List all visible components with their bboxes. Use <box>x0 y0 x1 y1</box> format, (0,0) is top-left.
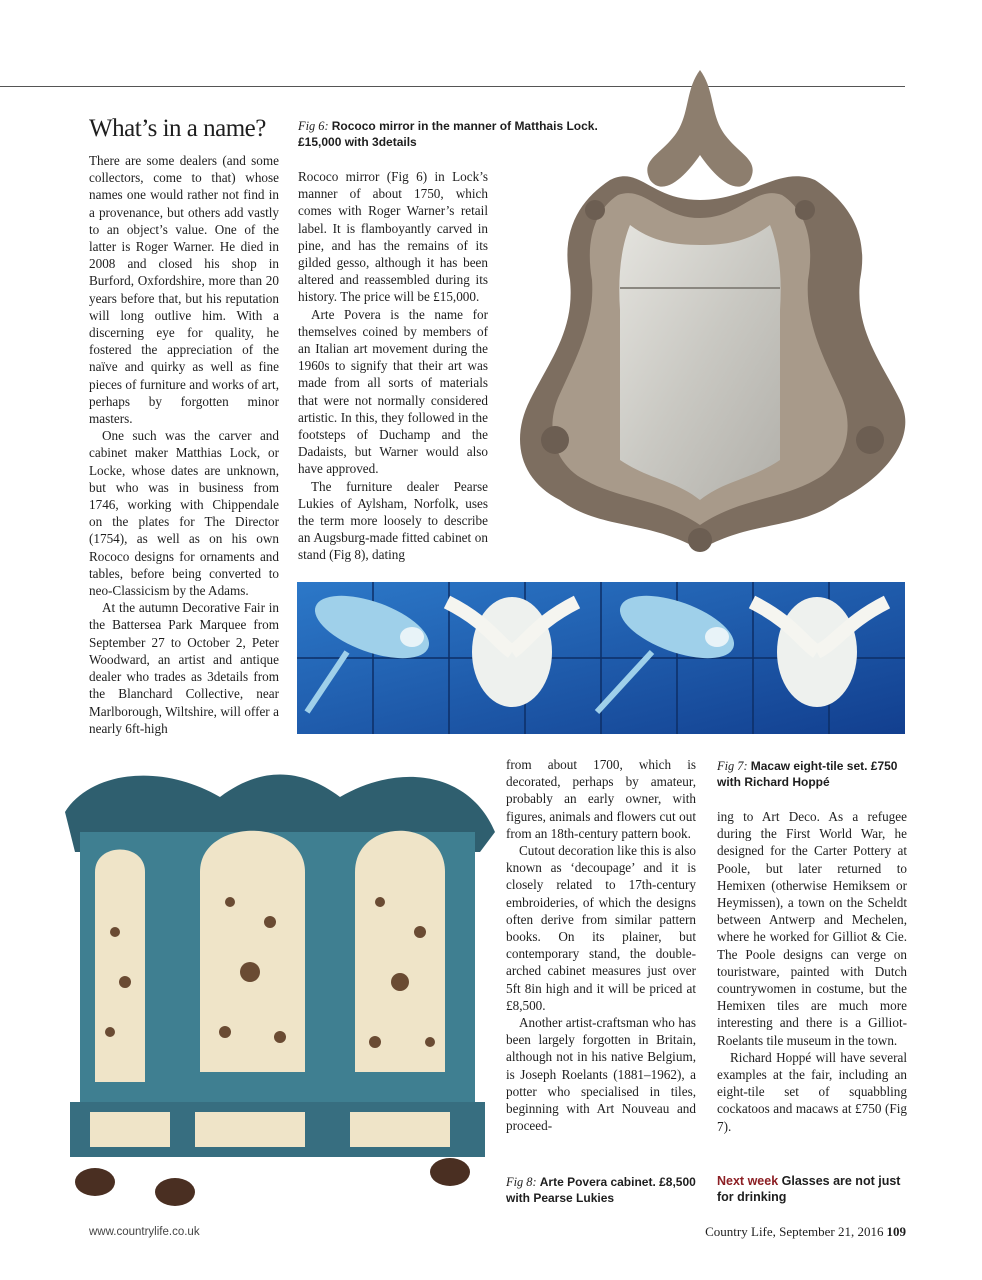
arte-povera-cabinet-image <box>50 762 500 1212</box>
page-number: 109 <box>886 1224 906 1239</box>
paragraph: Cutout decoration like this is also known as ‘decoupage’ and it is closely related to 17th-century embroideries, of which the designs often derive from similar pattern books. On its plainer, but contemporary stand, the double-arched cabinet measures just over 5ft 8in high and it will be priced at £8,500. <box>506 843 696 1013</box>
article-column-3 <box>506 756 696 1134</box>
caption-fig7-label: Fig 7: <box>717 759 748 773</box>
article-title: What’s in a name? <box>89 115 266 142</box>
article-column-2 <box>298 168 488 564</box>
caption-fig7 <box>717 758 907 790</box>
article-column-1 <box>89 152 279 737</box>
paragraph: Rococo mirror (Fig 6) in Lock’s manner of about 1750, which comes with Roger Warner’s retail label. It is flamboyantly carved in pine, and has the remains of its gilded gesso, although it has been altered and reassembled during its history. The price will be £15,000. <box>298 169 488 305</box>
caption-fig6-label: Fig 6: <box>298 119 329 133</box>
paragraph: from about 1700, which is decorated, perhaps by amateur, probably an early owner, with figures, animals and flowers cut out from an 18th-century pattern book. <box>506 757 696 841</box>
caption-fig8-label: Fig 8: <box>506 1175 537 1189</box>
next-week-teaser[interactable] <box>717 1173 907 1205</box>
paragraph: At the autumn Decorative Fair in the Battersea Park Marquee from September 27 to October 2, Peter Woodward, an artist and antique dealer who trades as 3details from the Blanchard Collective, near Marlborough, Wiltshire, will offer a nearly 6ft-high <box>89 600 279 736</box>
footer-url[interactable]: www.countrylife.co.uk <box>89 1226 200 1238</box>
paragraph: Richard Hoppé will have several examples at the fair, including an eight-tile set of squabbling cockatoos and macaws at £750 (Fig 7). <box>717 1049 907 1134</box>
paragraph: One such was the carver and cabinet maker Matthias Lock, or Locke, whose dates are unknown, but who was in business from 1746, working with Chippendale on the plates for The Director (1754), as well as on his own Rococo designs for ornaments and tables, before being converted to neo-Classicism by the Adams. <box>89 428 279 599</box>
footer-magazine-issue: Country Life, September 21, 2016 <box>705 1224 884 1239</box>
caption-fig8-text: Arte Povera cabinet. £8,500 with Pearse Lukies <box>506 1175 696 1205</box>
paragraph: ing to Art Deco. As a refugee during the First World War, he designed for the Carter Pottery at Poole, but later returned to Hemixen (otherwise Hemiksem or Heymissen), a town on the Scheldt between Antwerp and Mechelen, where he worked for Gilliot & Cie. The Poole designs can verge on touristware, painted with Dutch countrywomen in costume, but the Hemixen tiles are much more interesting and there is a Gilliot-Roelants tile museum in the town. <box>717 809 907 1048</box>
paragraph: Another artist-craftsman who has been largely forgotten in Britain, although not in his native Belgium, is Joseph Roelants (1881–1962), a potter who specialised in tiles, beginning with Art Nouveau and proceed- <box>506 1015 696 1134</box>
paragraph: Arte Povera is the name for themselves coined by members of an Italian art movement during the 1960s to signify that their art was made from all sorts of materials that were not normally considered artistic. In this, they followed in the footsteps of Duchamp and the Dadaists, but Warner would also have approved. <box>298 306 488 477</box>
rococo-mirror-image <box>500 60 925 572</box>
caption-fig6-text: Rococo mirror in the manner of Matthais Lock. £15,000 with 3details <box>298 119 598 149</box>
next-week-text: Glasses are not just for drinking <box>717 1174 901 1204</box>
article-column-4 <box>717 808 907 1135</box>
next-week-label: Next week <box>717 1174 779 1188</box>
paragraph: There are some dealers (and some collectors, come to that) whose names one would rather not find in a provenance, but others add vastly to an object’s value. One of the latter is Roger Warner. He died in 2008 and closed his shop in Burford, Oxfordshire, more than 20 years before that, but his reputation will long outlive him. With a discerning eye for quality, he fostered the appreciation of the naïve and quirky as well as fine pieces of furniture and works of art, perhaps by forgotten minor masters. <box>89 153 279 427</box>
paragraph: The furniture dealer Pearse Lukies of Aylsham, Norfolk, uses the term more loosely to describe an Augsburg-made fitted cabinet on stand (Fig 8), dating <box>298 478 488 563</box>
caption-fig8 <box>506 1174 706 1206</box>
macaw-tile-set-image <box>297 582 905 734</box>
footer-magazine <box>705 1224 906 1240</box>
caption-fig7-text: Macaw eight-tile set. £750 with Richard Hoppé <box>717 759 898 789</box>
